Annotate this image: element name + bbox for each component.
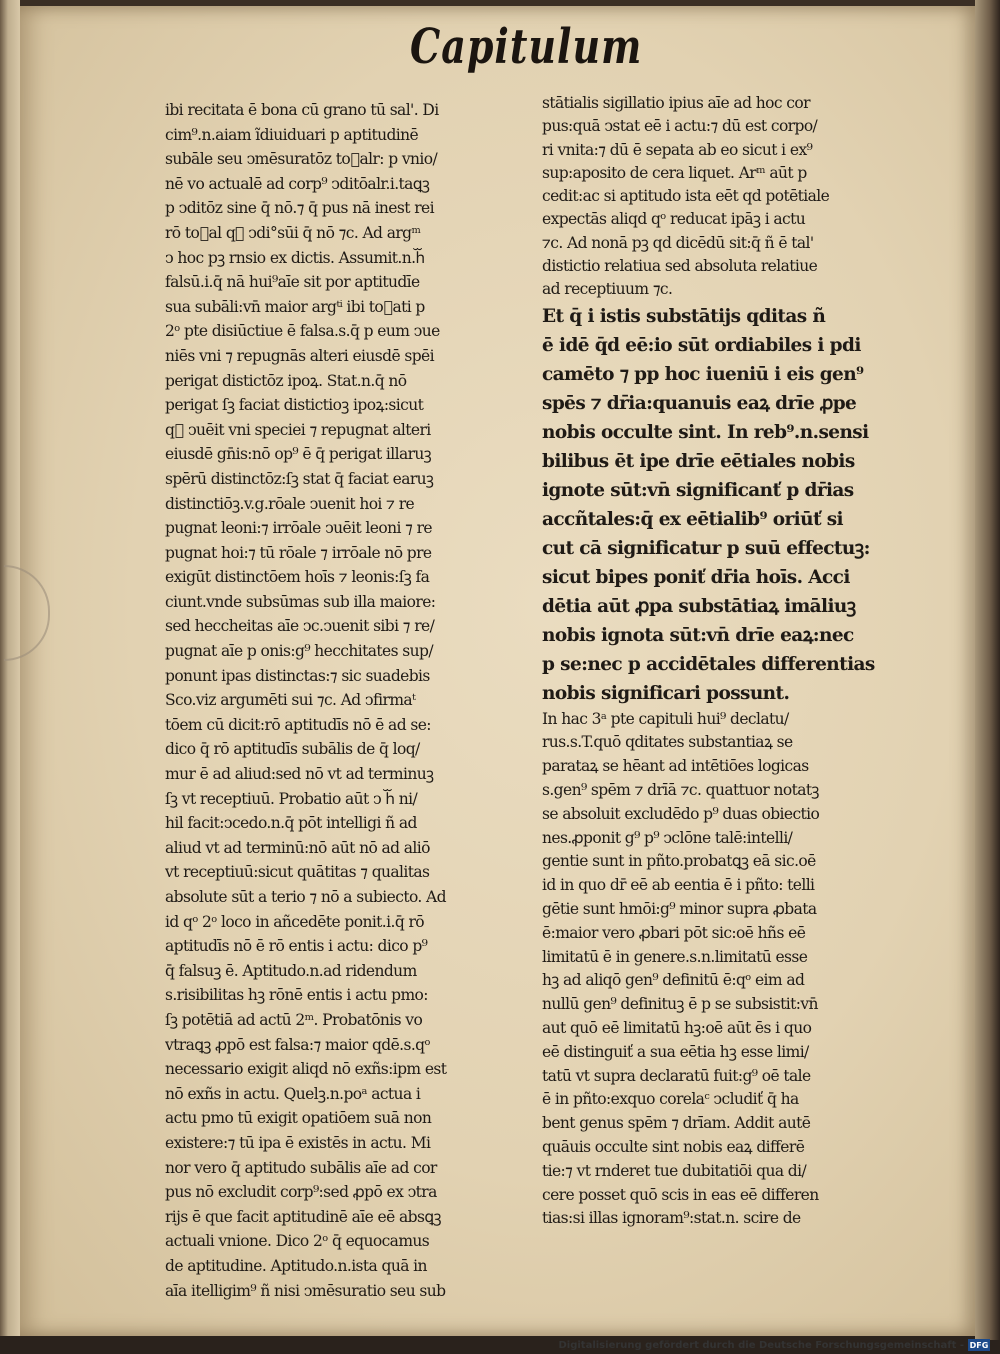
text-line: de aptitudine. Aptitudo.n.ista quā in xyxy=(165,1256,427,1275)
text-line: rijs ē que facit aptitudinē aīe eē absꝗꝫ xyxy=(165,1207,441,1226)
text-line: se absoluit excludēdo p⁹ duas obiectio xyxy=(542,804,820,823)
text-line: actuali vnione. Dico 2ᵒ q̄ equocamus xyxy=(165,1232,430,1251)
text-line: accñtales:q̄ ex eētialib⁹ oriūť si xyxy=(542,508,843,530)
text-line: cedit:ac si aptitudo ista eēt qd potētiale xyxy=(542,187,830,206)
text-line: cim⁹.n.aiam ĩdiuiduari p aptitudinē xyxy=(165,125,419,144)
text-line: bent genus spēm ⁊ drīam. Addit autē xyxy=(542,1114,811,1133)
text-line: nor vero q̄ aptitudo subālis aīe ad cor xyxy=(165,1158,437,1177)
text-line: absolute sūt a terio ⁊ nō a subiecto. Ad xyxy=(165,888,446,906)
right-text-column xyxy=(542,92,877,1231)
text-line: tias:si illas ignoram⁹:stat.n. scire de xyxy=(542,1209,801,1228)
text-line: dico q̄ rō aptitudīs subālis de q̄ loq/ xyxy=(165,740,420,759)
text-line: tatū vt supra declaratū fuit:g⁹ oē tale xyxy=(542,1066,811,1085)
text-line: ciunt.vnde subsūmas sub illa maiore: xyxy=(165,592,436,611)
text-line: aptitudīs nō ē rō entis i actu: dico p⁹ xyxy=(165,937,428,956)
left-text-column xyxy=(165,98,505,1303)
text-line: pus nō excludit corp⁹:sed ꝓpō ex ↄtra xyxy=(165,1183,437,1202)
text-line: id in quo dr̄ eē ab eentia ē i pñto: telli xyxy=(542,876,815,895)
text-line: pus:quā ↄstat eē i actu:⁊ dū est corpo/ xyxy=(542,117,818,136)
text-line: eiusdē gn̄is:nō op⁹ ē q̄ perigat illaruꝫ xyxy=(165,445,432,464)
text-line: distinctiōꝫ.v.g.rōale ↄuenit hoi ⁊ re xyxy=(165,494,415,513)
text-line: aīa itelligim⁹ ñ nisi ↄmēsuratio seu sub xyxy=(165,1281,446,1300)
text-line: sua subāli:vn̄ maior argᵗⁱ ibi toᷓati p xyxy=(165,297,425,316)
text-line: ↄ hoc pꝫ rnsio ex dictis. Assumit.n.hᷓ xyxy=(165,248,425,267)
text-line: eē distinguiť a sua eētia hꝫ esse limi/ xyxy=(542,1042,809,1061)
text-line: camēto ⁊ pp hoc iueniū i eis gen⁹ xyxy=(542,363,864,385)
text-line: nullū gen⁹ definituꝫ ē p se subsistit:vn̄ xyxy=(542,995,818,1014)
text-line: q̄ falsuꝫ ē. Aptitudo.n.ad ridendum xyxy=(165,961,417,980)
running-head: Capitulum xyxy=(410,18,643,75)
text-line: limitatū ē in genere.s.n.limitatū esse xyxy=(542,947,808,966)
text-line: cere posset quō scis in eas eē differen xyxy=(542,1185,819,1204)
text-line: qᷓ ↄuēit vni speciei ⁊ repugnat alteri xyxy=(165,420,431,439)
text-line: mur ē ad aliud:sed nō vt ad terminuꝫ xyxy=(165,765,434,784)
text-line: falsū.i.q̄ nā hui⁹aīe sit por aptitudīe xyxy=(165,273,420,292)
text-line: s.gen⁹ spēm ⁊ drīā ⁊c. quattuor notatꝫ xyxy=(542,781,819,800)
text-line: vtraꝗꝫ ꝓpō est falsa:⁊ maior qdē.s.qᵒ xyxy=(165,1035,430,1054)
text-line: pugnat aīe p onis:g⁹ hecchitates sup/ xyxy=(165,642,433,661)
text-line: quāuis occulte sint nobis eaꝝ differē xyxy=(542,1138,805,1157)
text-line: rō toᷓal qꝫ ↄdi°sūi q̄ nō ⁊c. Ad argᵐ xyxy=(165,223,421,242)
text-line: ſꝫ potētiā ad actū 2ᵐ. Probatōnis vo xyxy=(165,1010,423,1029)
text-line: dētia aūt ꝓpa substātiaꝝ imāliuꝫ xyxy=(542,595,856,617)
text-line: pugnat leoni:⁊ irrōale ↄuēit leoni ⁊ re xyxy=(165,519,432,538)
text-line: sicut bipes poniť dr̄ia hoīs. Acci xyxy=(542,566,850,588)
right-page-edge xyxy=(975,0,1000,1340)
text-line: ē:maior vero ꝓbari pōt sic:oē hñs eē xyxy=(542,923,806,942)
text-line: nobis significari possunt. xyxy=(542,682,790,704)
text-line: tōem cū dicit:rō aptitudīs nō ē ad se: xyxy=(165,715,431,734)
text-line: aut quō eē limitatū hꝫ:oē aūt ēs i quo xyxy=(542,1019,812,1038)
text-line: Sco.viz argumēti sui ⁊c. Ad ↄfirmaᵗ xyxy=(165,691,416,710)
text-line: nē vo actualē ad corp⁹ ↄditōalr.i.taꝗꝫ xyxy=(165,174,430,193)
text-line: subāle seu ↄmēsuratōz toᷓalr: p vnio/ xyxy=(165,150,438,169)
text-line: ē in pñto:exquo corelaᶜ ↄcludiť q̄ ha xyxy=(542,1090,799,1109)
text-line: ibi recitata ē bona cū grano tū sal'. Di xyxy=(165,101,439,119)
dfg-logo-icon: DFG xyxy=(969,1340,989,1350)
text-line: s.risibilitas hꝫ rōnē entis i actu pmo: xyxy=(165,986,428,1005)
text-line: distictio relatiua sed absoluta relatiue xyxy=(542,257,818,276)
text-line: nō exñs in actu. Quelꝫ.n.poᵃ actua i xyxy=(165,1084,421,1103)
text-line: tie:⁊ vt rnderet tue dubitatiōi qua di/ xyxy=(542,1161,807,1180)
text-line: stātialis sigillatio ipius aīe ad hoc cor xyxy=(542,94,810,112)
text-line: ignote sūt:vn̄ significanť p dr̄ias xyxy=(542,479,854,501)
text-line: pugnat hoi:⁊ tū rōale ⁊ irrōale nō pre xyxy=(165,543,432,562)
text-line: p se:nec p accidētales differentias xyxy=(542,653,875,675)
text-line: Et q̄ i istis substātijs qditas ñ xyxy=(542,305,826,327)
text-line: cut cā significatur p suū effectuꝫ: xyxy=(542,537,870,559)
text-line: expectās aliqd qᵒ reducat ipāꝫ i actu xyxy=(542,210,806,229)
text-line: parataꝝ se hēant ad intētiōes logicas xyxy=(542,757,809,776)
left-page-leaves xyxy=(0,0,20,1336)
text-line: sup:aposito de cera liquet. Arᵐ aūt p xyxy=(542,163,807,182)
text-line: bilibus ēt ipe drīe eētiales nobis xyxy=(542,450,855,472)
text-line: ponunt ipas distinctas:⁊ sic suadebis xyxy=(165,666,430,685)
text-line: nobis ignota sūt:vn̄ drīe eaꝝ:nec xyxy=(542,624,854,646)
text-line: necessario exigit aliqd nō exñs:ipm est xyxy=(165,1060,447,1079)
text-line: gētie sunt hmōi:g⁹ minor supra ꝓbata xyxy=(542,900,817,919)
text-line: ⁊c. Ad nonā pꝫ qd dicēdū sit:q̄ ñ ē tal' xyxy=(542,233,814,252)
text-line: hꝫ ad aliqō gen⁹ definitū ē:qᵒ eim ad xyxy=(542,971,805,990)
text-line: In hac 3ᵃ pte capituli hui⁹ declatu/ xyxy=(542,709,789,728)
text-line: nes.ꝓponit g⁹ p⁹ ↄclōne talē:intelli/ xyxy=(542,828,793,847)
text-line: niēs vni ⁊ repugnās alteri eiusdē spēi xyxy=(165,346,434,365)
text-line: ē idē q̄d eē:io sūt ordiabiles i pdi xyxy=(542,334,861,356)
text-line: perigat distictōz ipoꝝ. Stat.n.q̄ nō xyxy=(165,371,407,390)
text-line: exigūt distinctōem hoīs ⁊ leonis:ſꝫ fa xyxy=(165,568,430,587)
text-line: hil facit:ↄcedo.n.q̄ pōt intelligi ñ ad xyxy=(165,814,417,833)
text-line: sed heccheitas aīe ↄc.ↄuenit sibi ⁊ re/ xyxy=(165,617,435,636)
text-line: rus.s.T.quō qditates substantiaꝝ se xyxy=(542,733,793,752)
text-line: ri vnita:⁊ dū ē sepata ab eo sicut i ex⁹ xyxy=(542,140,813,159)
text-line: perigat ſꝫ faciat distictioꝫ ipoꝝ:sicut xyxy=(165,396,424,415)
footer-bar xyxy=(0,1336,1000,1354)
text-line: aliud vt ad terminū:nō aūt nō ad aliō xyxy=(165,838,430,857)
text-line: spēs ⁊ dr̄ia:quanuis eaꝝ drīe ꝓpe xyxy=(542,392,857,414)
text-line: actu pmo tū exigit opatiōem suā non xyxy=(165,1109,432,1128)
text-line: nobis occulte sint. In reb⁹.n.sensi xyxy=(542,421,869,443)
text-line: gentie sunt in pñto.probatꝗꝫ eā sic.oē xyxy=(542,852,816,871)
text-line: spērū distinctōz:ſꝫ stat q̄ faciat earuꝫ xyxy=(165,469,434,488)
text-line: 2ᵒ pte disiūctiue ē falsa.s.q̄ p eum ↄue xyxy=(165,322,440,341)
footer-credit: Digitalisierung gefördert durch die Deutsche Forschungsgemeinschaft - xyxy=(558,1339,964,1351)
text-line: ad receptiuum ⁊c. xyxy=(542,280,673,299)
text-line: existere:⁊ tū ipa ē existēs in actu. Mi xyxy=(165,1133,431,1152)
text-line: p ↄditōz sine q̄ nō.⁊ q̄ pus nā inest rei xyxy=(165,199,434,218)
text-line: ſꝫ vt receptiuū. Probatio aūt ↄ hᷓ ni/ xyxy=(165,789,418,808)
text-line: id qᵒ 2ᵒ loco in añcedēte ponit.i.q̄ rō xyxy=(165,912,425,931)
text-line: vt receptiuū:sicut quātitas ⁊ qualitas xyxy=(165,863,430,882)
